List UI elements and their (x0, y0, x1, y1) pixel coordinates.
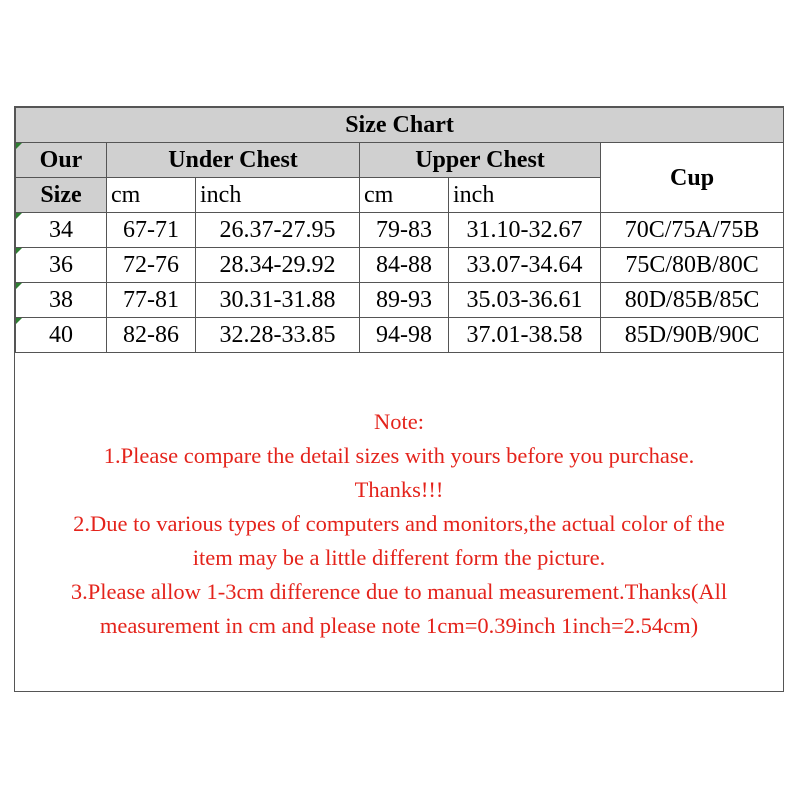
under-cm-cell: 67-71 (107, 213, 196, 248)
note-line: item may be a little different form the picture. (192, 545, 606, 570)
table-row (16, 248, 784, 283)
under-inch-subheader: inch (196, 178, 360, 213)
upper-inch-cell: 35.03-36.61 (449, 283, 601, 318)
table-row (16, 283, 784, 318)
under-chest-header: Under Chest (107, 143, 360, 178)
under-inch-cell: 28.34-29.92 (196, 248, 360, 283)
note-line: 2.Due to various types of computers and monitors,the actual color of the (73, 511, 725, 536)
under-cm-cell: 77-81 (107, 283, 196, 318)
cup-cell: 75C/80B/80C (601, 248, 784, 283)
size-chart-table (15, 107, 784, 353)
under-inch-cell: 32.28-33.85 (196, 318, 360, 353)
size-cell: 40 (16, 318, 107, 353)
note-heading: Note: (374, 409, 424, 434)
note-line: 1.Please compare the detail sizes with yours before you purchase. (103, 443, 695, 468)
our-size-header-line1: Our (16, 143, 107, 178)
cup-cell: 80D/85B/85C (601, 283, 784, 318)
notes-section (15, 353, 783, 691)
table-title: Size Chart (16, 108, 784, 143)
under-cm-cell: 82-86 (107, 318, 196, 353)
upper-inch-subheader: inch (449, 178, 601, 213)
cup-cell: 85D/90B/90C (601, 318, 784, 353)
size-chart-sheet (14, 106, 784, 692)
note-line: Thanks!!! (354, 477, 444, 502)
table-row (16, 318, 784, 353)
upper-chest-header: Upper Chest (360, 143, 601, 178)
note-line: 3.Please allow 1-3cm difference due to manual measurement.Thanks(All (70, 579, 728, 604)
size-cell: 38 (16, 283, 107, 318)
upper-cm-subheader: cm (360, 178, 449, 213)
under-cm-cell: 72-76 (107, 248, 196, 283)
size-cell: 34 (16, 213, 107, 248)
upper-cm-cell: 94-98 (360, 318, 449, 353)
upper-inch-cell: 31.10-32.67 (449, 213, 601, 248)
upper-cm-cell: 89-93 (360, 283, 449, 318)
under-cm-subheader: cm (107, 178, 196, 213)
cup-header: Cup (601, 143, 784, 213)
upper-cm-cell: 79-83 (360, 213, 449, 248)
our-size-header-line2: Size (16, 178, 107, 213)
upper-inch-cell: 37.01-38.58 (449, 318, 601, 353)
size-cell: 36 (16, 248, 107, 283)
note-line: measurement in cm and please note 1cm=0.39inch 1inch=2.54cm) (99, 613, 699, 638)
cup-cell: 70C/75A/75B (601, 213, 784, 248)
under-inch-cell: 26.37-27.95 (196, 213, 360, 248)
under-inch-cell: 30.31-31.88 (196, 283, 360, 318)
table-row (16, 213, 784, 248)
upper-inch-cell: 33.07-34.64 (449, 248, 601, 283)
upper-cm-cell: 84-88 (360, 248, 449, 283)
